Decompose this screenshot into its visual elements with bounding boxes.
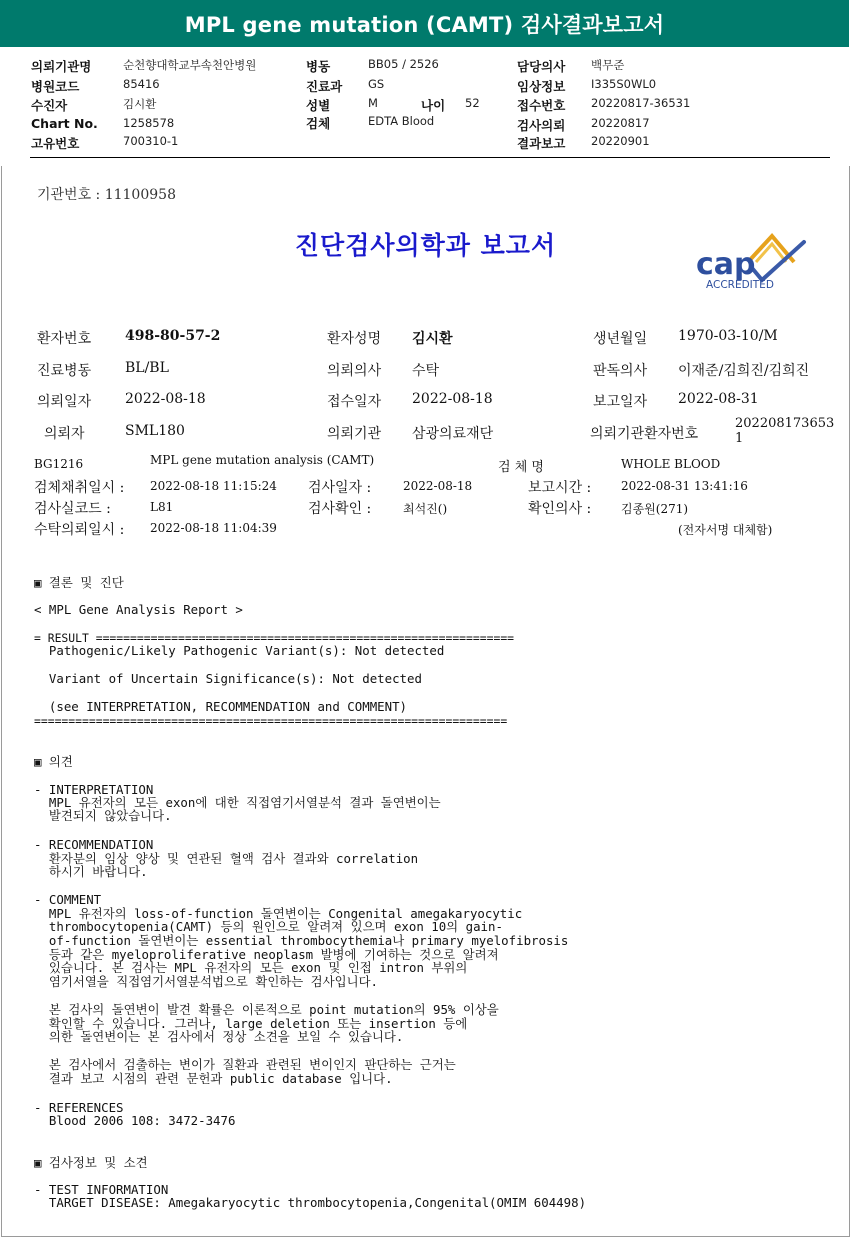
header-value-age: 52	[465, 96, 480, 110]
test-date-value: 2022-08-18	[403, 479, 473, 493]
cap-logo-mark	[748, 236, 804, 280]
header-label-patient: 수진자	[31, 98, 68, 113]
section-opinion-heading: ▣ 의견	[34, 754, 73, 769]
header-label-result-date: 결과보고	[517, 136, 566, 151]
header-label-ward: 병동	[306, 59, 331, 74]
order-time-value: 2022-08-18 11:04:39	[150, 521, 277, 535]
comment-line-8: 확인할 수 있습니다. 그러나, large deletion 또는 insertion 등에	[34, 1016, 468, 1031]
comment-line-10: 본 검사에서 검출하는 변이가 질환과 관련된 변이인지 판단하는 근거는	[34, 1057, 456, 1072]
header-value-unique-no: 700310-1	[123, 134, 179, 148]
test-information-heading: - TEST INFORMATION	[34, 1182, 169, 1197]
references-heading: - REFERENCES	[34, 1100, 124, 1115]
header-label-request-date: 검사의뢰	[517, 118, 566, 133]
comment-line-6: 염기서열을 직접염기서열분석법으로 확인하는 검사입니다.	[34, 974, 378, 989]
report-title: 진단검사의학과 보고서	[294, 231, 557, 260]
value-reading-doctor: 이재준/김희진/김희진	[678, 363, 810, 379]
label-requesting-doctor: 의뢰의사	[327, 363, 382, 379]
value-institution-patient-no-line2: 1	[735, 431, 744, 446]
comment-line-7: 본 검사의 돌연변이 발견 확률은 이론적으로 point mutation의 95% 이상을	[34, 1002, 499, 1017]
comment-line-9: 의한 돌연변이는 본 검사에서 정상 소견을 보일 수 있습니다.	[34, 1029, 404, 1044]
header-value-hospital-code: 85416	[123, 77, 160, 91]
interpretation-line-1: MPL 유전자의 모든 exon에 대한 직접염기서열분석 결과 돌연변이는	[34, 795, 441, 810]
label-birthdate: 생년월일	[593, 331, 648, 347]
header-value-doctor: 백무준	[591, 58, 625, 72]
label-receipt-date: 접수일자	[327, 394, 382, 410]
target-disease: TARGET DISEASE: Amegakaryocytic thrombocytopenia,Congenital(OMIM 604498)	[34, 1195, 587, 1210]
report-time-value: 2022-08-31 13:41:16	[621, 479, 748, 493]
value-ward: BL/BL	[125, 360, 169, 376]
value-request-date: 2022-08-18	[125, 391, 206, 407]
recommendation-heading: - RECOMMENDATION	[34, 837, 154, 852]
report-banner: MPL gene mutation (CAMT) 검사결과보고서	[0, 0, 849, 47]
cap-logo-text: cap	[696, 247, 756, 282]
label-report-date: 보고일자	[593, 394, 648, 410]
specimen-label: 검 체 명	[498, 460, 544, 475]
header-label-sex: 성별	[306, 98, 331, 113]
specimen-value: WHOLE BLOOD	[621, 457, 721, 471]
recommendation-line-2: 하시기 바랍니다.	[34, 864, 148, 879]
lab-code-label: 검사실코드 :	[34, 501, 111, 517]
label-requester: 의뢰자	[44, 426, 85, 442]
header-label-unique-no: 고유번호	[31, 136, 80, 151]
collect-time-label: 검체채취일시 :	[34, 480, 125, 496]
label-request-date: 의뢰일자	[37, 394, 92, 410]
result-see-note: (see INTERPRETATION, RECOMMENDATION and COMMENT)	[34, 699, 407, 714]
label-ward: 진료병동	[37, 363, 92, 379]
label-patient-no: 환자번호	[37, 331, 92, 347]
e-signature-note: (전자서명 대체함)	[678, 523, 773, 537]
cap-logo-subtext: ACCREDITED	[706, 279, 774, 291]
value-receipt-date: 2022-08-18	[412, 391, 493, 407]
confirm-doctor-label: 확인의사 :	[528, 501, 592, 517]
header-label-receipt-no: 접수번호	[517, 98, 566, 113]
interpretation-heading: - INTERPRETATION	[34, 782, 154, 797]
value-institution-patient-no-line1: 202208173653	[735, 416, 835, 431]
header-value-chart-no: 1258578	[123, 116, 175, 130]
header-value-ward: BB05 / 2526	[368, 57, 439, 71]
cap-accredited-logo	[686, 228, 818, 296]
header-divider	[30, 157, 830, 158]
header-value-specimen: EDTA Blood	[368, 114, 435, 128]
report-time-label: 보고시간 :	[528, 480, 592, 496]
header-value-patient: 김시환	[123, 97, 157, 111]
value-patient-name: 김시환	[412, 331, 453, 347]
recommendation-line-1: 환자분의 임상 양상 및 연관된 혈액 검사 결과와 correlation	[34, 851, 419, 866]
value-requesting-institution: 삼광의료재단	[412, 426, 494, 442]
label-requesting-institution: 의뢰기관	[327, 426, 382, 442]
header-value-receipt-no: 20220817-36531	[591, 96, 691, 110]
result-vus: Variant of Uncertain Significance(s): Not detected	[34, 671, 422, 686]
result-footer-line: =====================================================================	[34, 714, 508, 728]
label-patient-name: 환자성명	[327, 331, 382, 347]
header-label-institution: 의뢰기관명	[31, 59, 92, 74]
institution-number: 기관번호 : 11100958	[37, 187, 176, 203]
comment-heading: - COMMENT	[34, 892, 102, 907]
comment-line-5: 있습니다. 본 검사는 MPL 유전자의 모든 exon 및 인접 intron 부위의	[34, 960, 468, 975]
header-value-result-date: 20220901	[591, 134, 650, 148]
confirm-doctor-value: 김종원(271)	[621, 502, 689, 516]
comment-line-2: thrombocytopenia(CAMT) 등의 원인으로 알려져 있으며 exon 10의 gain-	[34, 919, 503, 934]
value-report-date: 2022-08-31	[678, 391, 759, 407]
header-label-age: 나이	[421, 98, 446, 113]
header-value-sex: M	[368, 96, 378, 110]
test-name: MPL gene mutation analysis (CAMT)	[150, 453, 375, 467]
comment-line-1: MPL 유전자의 loss-of-function 돌연변이는 Congenital amegakaryocytic	[34, 906, 523, 921]
result-pathogenic: Pathogenic/Likely Pathogenic Variant(s): Not detected	[34, 643, 445, 658]
header-value-institution: 순천향대학교부속천안병원	[123, 58, 257, 72]
test-code: BG1216	[34, 457, 84, 471]
value-requester: SML180	[125, 423, 185, 439]
header-value-department: GS	[368, 77, 385, 91]
header-label-department: 진료과	[306, 79, 343, 94]
test-confirm-label: 검사확인 :	[308, 501, 372, 517]
header-value-clinical-info: I335S0WL0	[591, 77, 657, 91]
header-label-chart-no: Chart No.	[31, 116, 98, 131]
section-conclusion-heading: ▣ 결론 및 진단	[34, 575, 124, 590]
comment-line-11: 결과 보고 시점의 관련 문헌과 public database 입니다.	[34, 1071, 393, 1086]
collect-time-value: 2022-08-18 11:15:24	[150, 479, 277, 493]
label-institution-patient-no: 의뢰기관환자번호	[590, 426, 699, 442]
header-label-doctor: 담당의사	[517, 59, 566, 74]
comment-line-3: of-function 돌연변이는 essential thrombocythemia나 primary myelofibrosis	[34, 933, 569, 948]
references-line-1: Blood 2006 108: 3472-3476	[34, 1113, 236, 1128]
value-birthdate: 1970-03-10/M	[678, 328, 778, 344]
value-patient-no: 498-80-57-2	[125, 328, 221, 344]
header-value-request-date: 20220817	[591, 116, 650, 130]
comment-line-4: 등과 같은 myeloproliferative neoplasm 발병에 기여하는 것으로 알려져	[34, 947, 499, 962]
result-header-line: = RESULT =============================================================	[34, 631, 515, 645]
report-subtitle: < MPL Gene Analysis Report >	[34, 602, 243, 617]
header-label-clinical-info: 임상정보	[517, 79, 566, 94]
header-label-specimen: 검체	[306, 116, 331, 131]
order-time-label: 수탁의뢰일시 :	[34, 522, 125, 538]
test-date-label: 검사일자 :	[308, 480, 372, 496]
interpretation-line-2: 발견되지 않았습니다.	[34, 808, 172, 823]
lab-code-value: L81	[150, 500, 174, 514]
header-label-hospital-code: 병원코드	[31, 79, 80, 94]
section-test-info-heading: ▣ 검사정보 및 소견	[34, 1155, 148, 1170]
test-confirm-value: 최석진()	[403, 502, 448, 516]
label-reading-doctor: 판독의사	[593, 363, 648, 379]
value-requesting-doctor: 수탁	[412, 363, 440, 379]
